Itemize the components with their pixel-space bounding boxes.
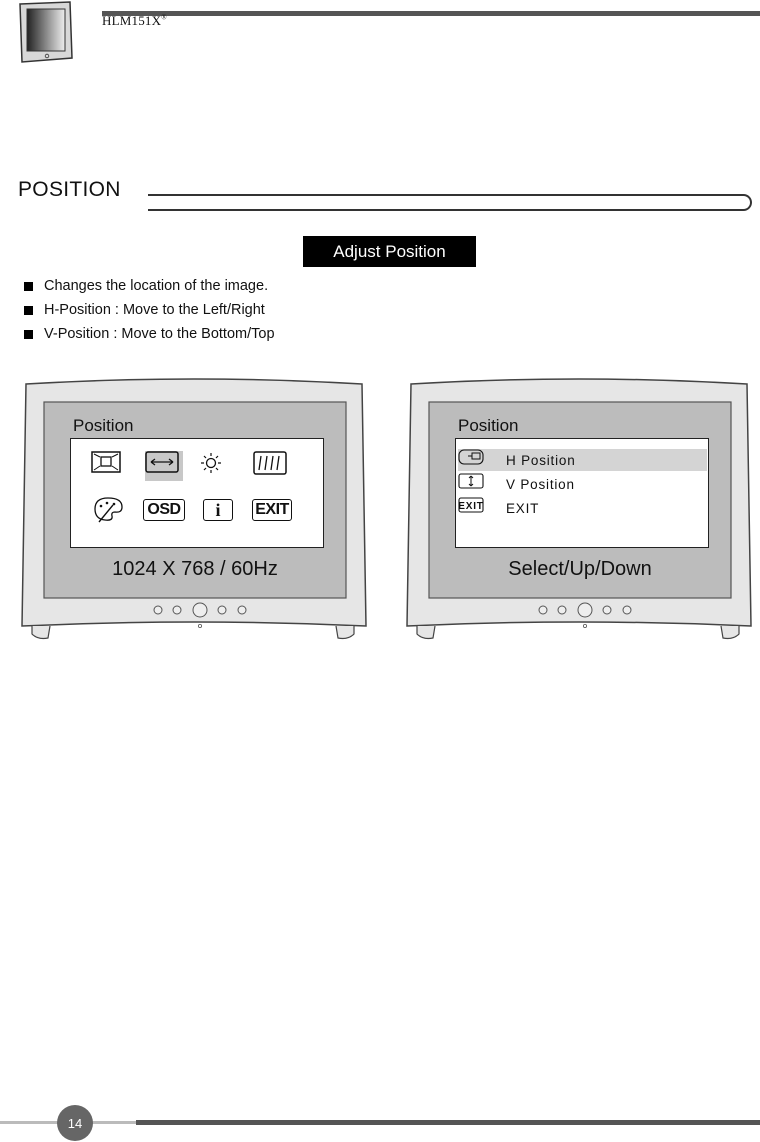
bullet-square-icon [24, 330, 33, 339]
menu-item-v-position[interactable] [458, 473, 707, 495]
exit-icon[interactable] [253, 495, 291, 525]
menu-item-label: H Position [506, 452, 576, 468]
exit-icon-label: EXIT [458, 501, 484, 512]
bullet-item [24, 326, 275, 342]
navigation-caption: Select/Up/Down [508, 558, 652, 580]
footer-rule [136, 1120, 760, 1125]
osd-icon[interactable] [145, 495, 183, 525]
model-name [102, 13, 167, 29]
osd-icon-label: OSD [143, 499, 184, 521]
monitor-thumbnail-icon [14, 0, 74, 66]
bullet-square-icon [24, 306, 33, 315]
adjust-position-badge: Adjust Position [303, 236, 476, 267]
bullet-text: V-Position : Move to the Bottom/Top [44, 326, 275, 342]
menu-item-label: EXIT [506, 500, 540, 516]
bullet-square-icon [24, 282, 33, 291]
info-icon[interactable] [199, 495, 237, 525]
resolution-caption: 1024 X 768 / 60Hz [112, 558, 278, 580]
v-position-icon [467, 476, 493, 492]
osd-title: Position [458, 416, 519, 435]
menu-item-label: V Position [506, 476, 575, 492]
bullet-item [24, 278, 268, 294]
exit-icon [458, 500, 493, 516]
monitor-right [403, 378, 755, 640]
bullet-text: H-Position : Move to the Left/Right [44, 302, 265, 318]
menu-item-exit[interactable] [458, 497, 707, 519]
header-rule [102, 11, 760, 16]
monitor-left [18, 378, 370, 640]
footer-rule-left [0, 1121, 60, 1124]
bullet-text: Changes the location of the image. [44, 278, 269, 294]
page-number-badge: 14 [57, 1105, 93, 1141]
model-text: HLM151X [102, 13, 162, 28]
footer-rule-mid [90, 1121, 136, 1124]
osd-title: Position [73, 416, 134, 435]
osd-submenu-panel [455, 438, 709, 548]
bullet-item [24, 302, 265, 318]
section-rule [148, 194, 752, 211]
info-icon-label: i [203, 499, 233, 521]
registered-mark: ® [161, 13, 167, 22]
section-title: POSITION [18, 178, 121, 201]
brightness-icon[interactable] [199, 451, 237, 481]
menu-item-h-position[interactable] [458, 449, 707, 471]
size-icon[interactable] [91, 451, 129, 481]
exit-icon-label: EXIT [252, 499, 292, 521]
h-position-icon [467, 452, 493, 468]
color-palette-icon[interactable] [91, 495, 129, 525]
osd-menu-panel [70, 438, 324, 548]
h-position-icon[interactable] [145, 451, 183, 481]
geometry-icon[interactable] [253, 451, 291, 481]
